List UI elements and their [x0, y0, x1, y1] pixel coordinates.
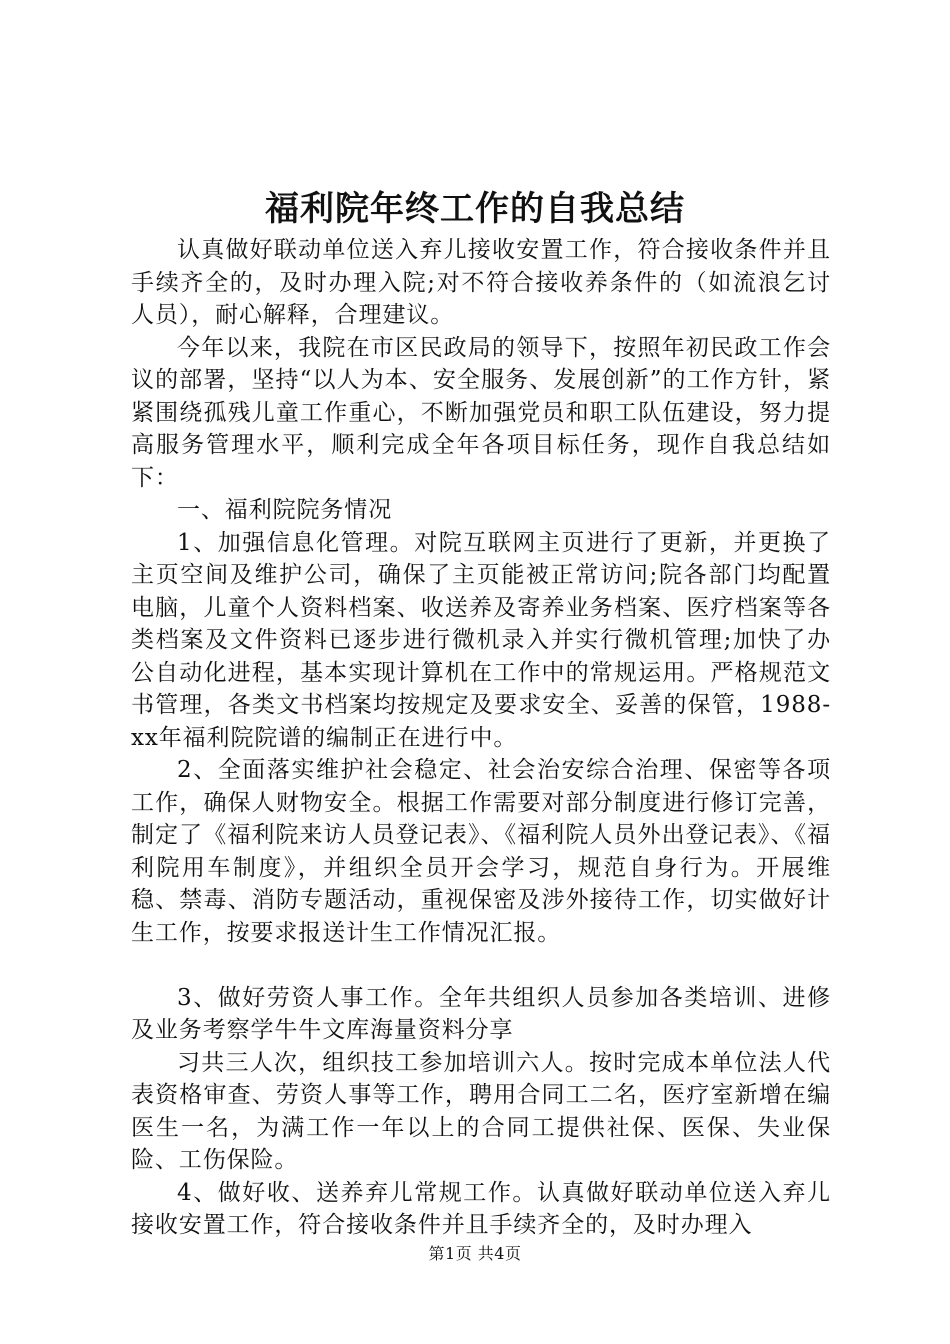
paragraph-item-4: 4、做好收、送养弃儿常规工作。认真做好联动单位送入弃儿接收安置工作，符合接收条件并且手续齐全的，及时办理入	[131, 1179, 831, 1238]
paragraph-item-2: 2、全面落实维护社会稳定、社会治安综合治理、保密等各项工作，确保人财物安全。根据工作需要对部分制度进行修订完善，制定了《福利院来访人员登记表》、《福利院人员外出登记表》、《福利院用车制度》，并组织全员开会学习，规范自身行为。开展维稳、禁毒、消防专题活动，重视保密及涉外接待工作，切实做好计生工作，按要求报送计生工作情况汇报。	[131, 757, 831, 946]
paragraph-item-1: 1、加强信息化管理。对院互联网主页进行了更新，并更换了主页空间及维护公司，确保了主页能被正常访问;院各部门均配置电脑，儿童个人资料档案、收送养及寄养业务档案、医疗档案等各类档案及文件资料已逐步进行微机录入并实行微机管理;加快了办公自动化进程，基本实现计算机在工作中的常规运用。严格规范文书管理，各类文书档案均按规定及要求安全、妥善的保管，1988-xx年福利院院谱的编制正在进行中。	[131, 529, 831, 751]
section-heading-affairs: 一、福利院院务情况	[177, 497, 393, 523]
page-footer: 第1页 共4页	[428, 1244, 522, 1263]
paragraph-item-3-continued: 习共三人次，组织技工参加培训六人。按时完成本单位法人代表资格审查、劳资人事等工作，聘用合同工二名，医疗室新增在编医生一名，为满工作一年以上的合同工提供社保、医保、失业保险、工伤保险。	[131, 1049, 831, 1173]
paragraph-introduction: 今年以来，我院在市区民政局的领导下，按照年初民政工作会议的部署，坚持“以人为本、安全服务、发展创新”的工作方针，紧紧围绕孤残儿童工作重心，不断加强党员和职工队伍建设，努力提高服务管理水平，顺利完成全年各项目标任务，现作自我总结如下：	[131, 334, 831, 491]
paragraph-gap	[131, 949, 831, 982]
document-body	[131, 234, 831, 1242]
paragraph-intake-summary: 认真做好联动单位送入弃儿接收安置工作，符合接收条件并且手续齐全的，及时办理入院;对不符合接收养条件的（如流浪乞讨人员），耐心解释，合理建议。	[131, 237, 831, 328]
page-title: 福利院年终工作的自我总结	[265, 189, 685, 229]
paragraph-item-3: 3、做好劳资人事工作。全年共组织人员参加各类培训、进修及业务考察学牛牛文库海量资料分享	[131, 984, 831, 1043]
